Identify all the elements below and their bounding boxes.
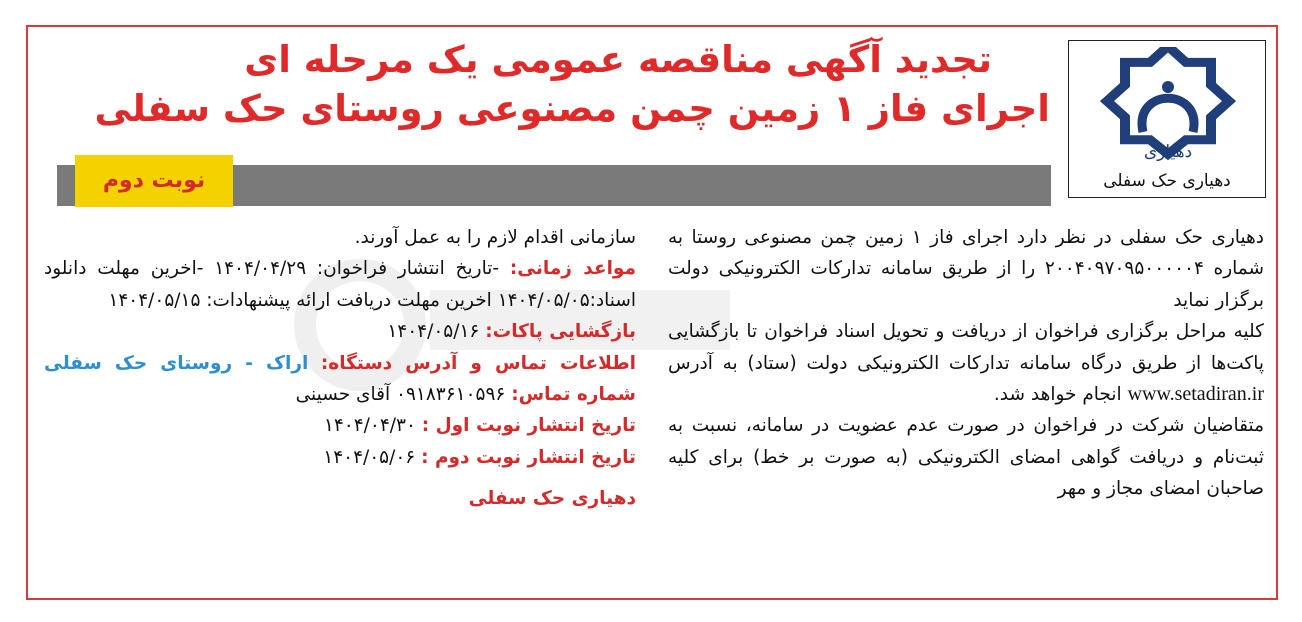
process-paragraph [668, 316, 1264, 410]
schedule-label: مواعد زمانی: [509, 258, 636, 280]
second-publication [44, 442, 636, 473]
contact-label: اطلاعات تماس و آدرس دستگاه: [320, 352, 636, 374]
intro-paragraph: دهیاری حک سفلی در نظر دارد اجرای فاز ۱ زمین چمن مصنوعی روستا به شماره ۲۰۰۴۰۹۷۰۹۵۰۰۰۰۰۴ را از طریق سامانه تدارکات الکترونیکی دولت برگزار نماید [668, 227, 1264, 311]
signature: دهیاری حک سفلی [468, 488, 636, 510]
logo-caption: دهیاری حک سفلی [1103, 171, 1231, 191]
phone-label: شماره تماس: [511, 384, 636, 406]
setad-url-link[interactable]: www.setadiran.ir [1127, 383, 1264, 406]
continuation-text: سازمانی اقدام لازم را به عمل آورند. [354, 227, 636, 248]
title-line-2: اجرای فاز ۱ زمین چمن مصنوعی روستای حک سفلی [94, 87, 1050, 130]
phone-text: ۰۹۱۸۳۶۱۰۵۹۶ آقای حسینی [295, 384, 506, 406]
opening-paragraph [44, 316, 636, 347]
body-right-column [668, 222, 1264, 505]
process-text: کلیه مراحل برگزاری فراخوان از دریافت و تحویل اسناد فراخوان تا بازگشایی پاکت‌ها از طریق درگاه سامانه تدارکات الکترونیکی دولت (ستاد) به آدرس [668, 321, 1264, 374]
applicants-paragraph: متقاضیان شرکت در فراخوان در صورت عدم عضویت در سامانه، نسبت به ثبت‌نام و دریافت گواهی امضای الکترونیکی (به صورت بر خط) برای کلیه صاحبان امضای مجاز و مهر [668, 415, 1264, 500]
process-text-end: انجام خواهد شد. [993, 384, 1122, 406]
title-line-1: تجدید آگهی مناقصه عمومی یک مرحله ای [244, 38, 992, 81]
second-pub-date: ۱۴۰۴/۰۵/۰۶ [323, 446, 416, 468]
round-badge: نوبت دوم [75, 155, 233, 207]
logo-box [1068, 40, 1266, 198]
first-pub-label: تاریخ انتشار نوبت اول : [421, 415, 636, 437]
second-pub-label: تاریخ انتشار نوبت دوم : [421, 446, 636, 468]
logo-emblem-text: دهیاری [1143, 142, 1193, 162]
schedule-text: -تاریخ انتشار فراخوان: ۱۴۰۴/۰۴/۲۹ -اخرین مهلت دانلود اسناد:۱۴۰۴/۰۵/۰۵ اخرین مهلت دریافت ارائه پیشنهادات: ۱۴۰۴/۰۵/۱۵ [44, 258, 636, 311]
dehyari-emblem-icon [1093, 47, 1243, 175]
first-publication [44, 410, 636, 441]
body-left-column [44, 222, 636, 515]
schedule-paragraph [44, 253, 636, 316]
contact-address: اراک - روستای حک سفلی [44, 352, 309, 374]
first-pub-date: ۱۴۰۴/۰۴/۳۰ [323, 415, 416, 437]
contact-paragraph [44, 348, 636, 411]
opening-date: ۱۴۰۴/۰۵/۱۶ [387, 321, 480, 343]
opening-label: بازگشایی پاکات: [485, 321, 636, 343]
